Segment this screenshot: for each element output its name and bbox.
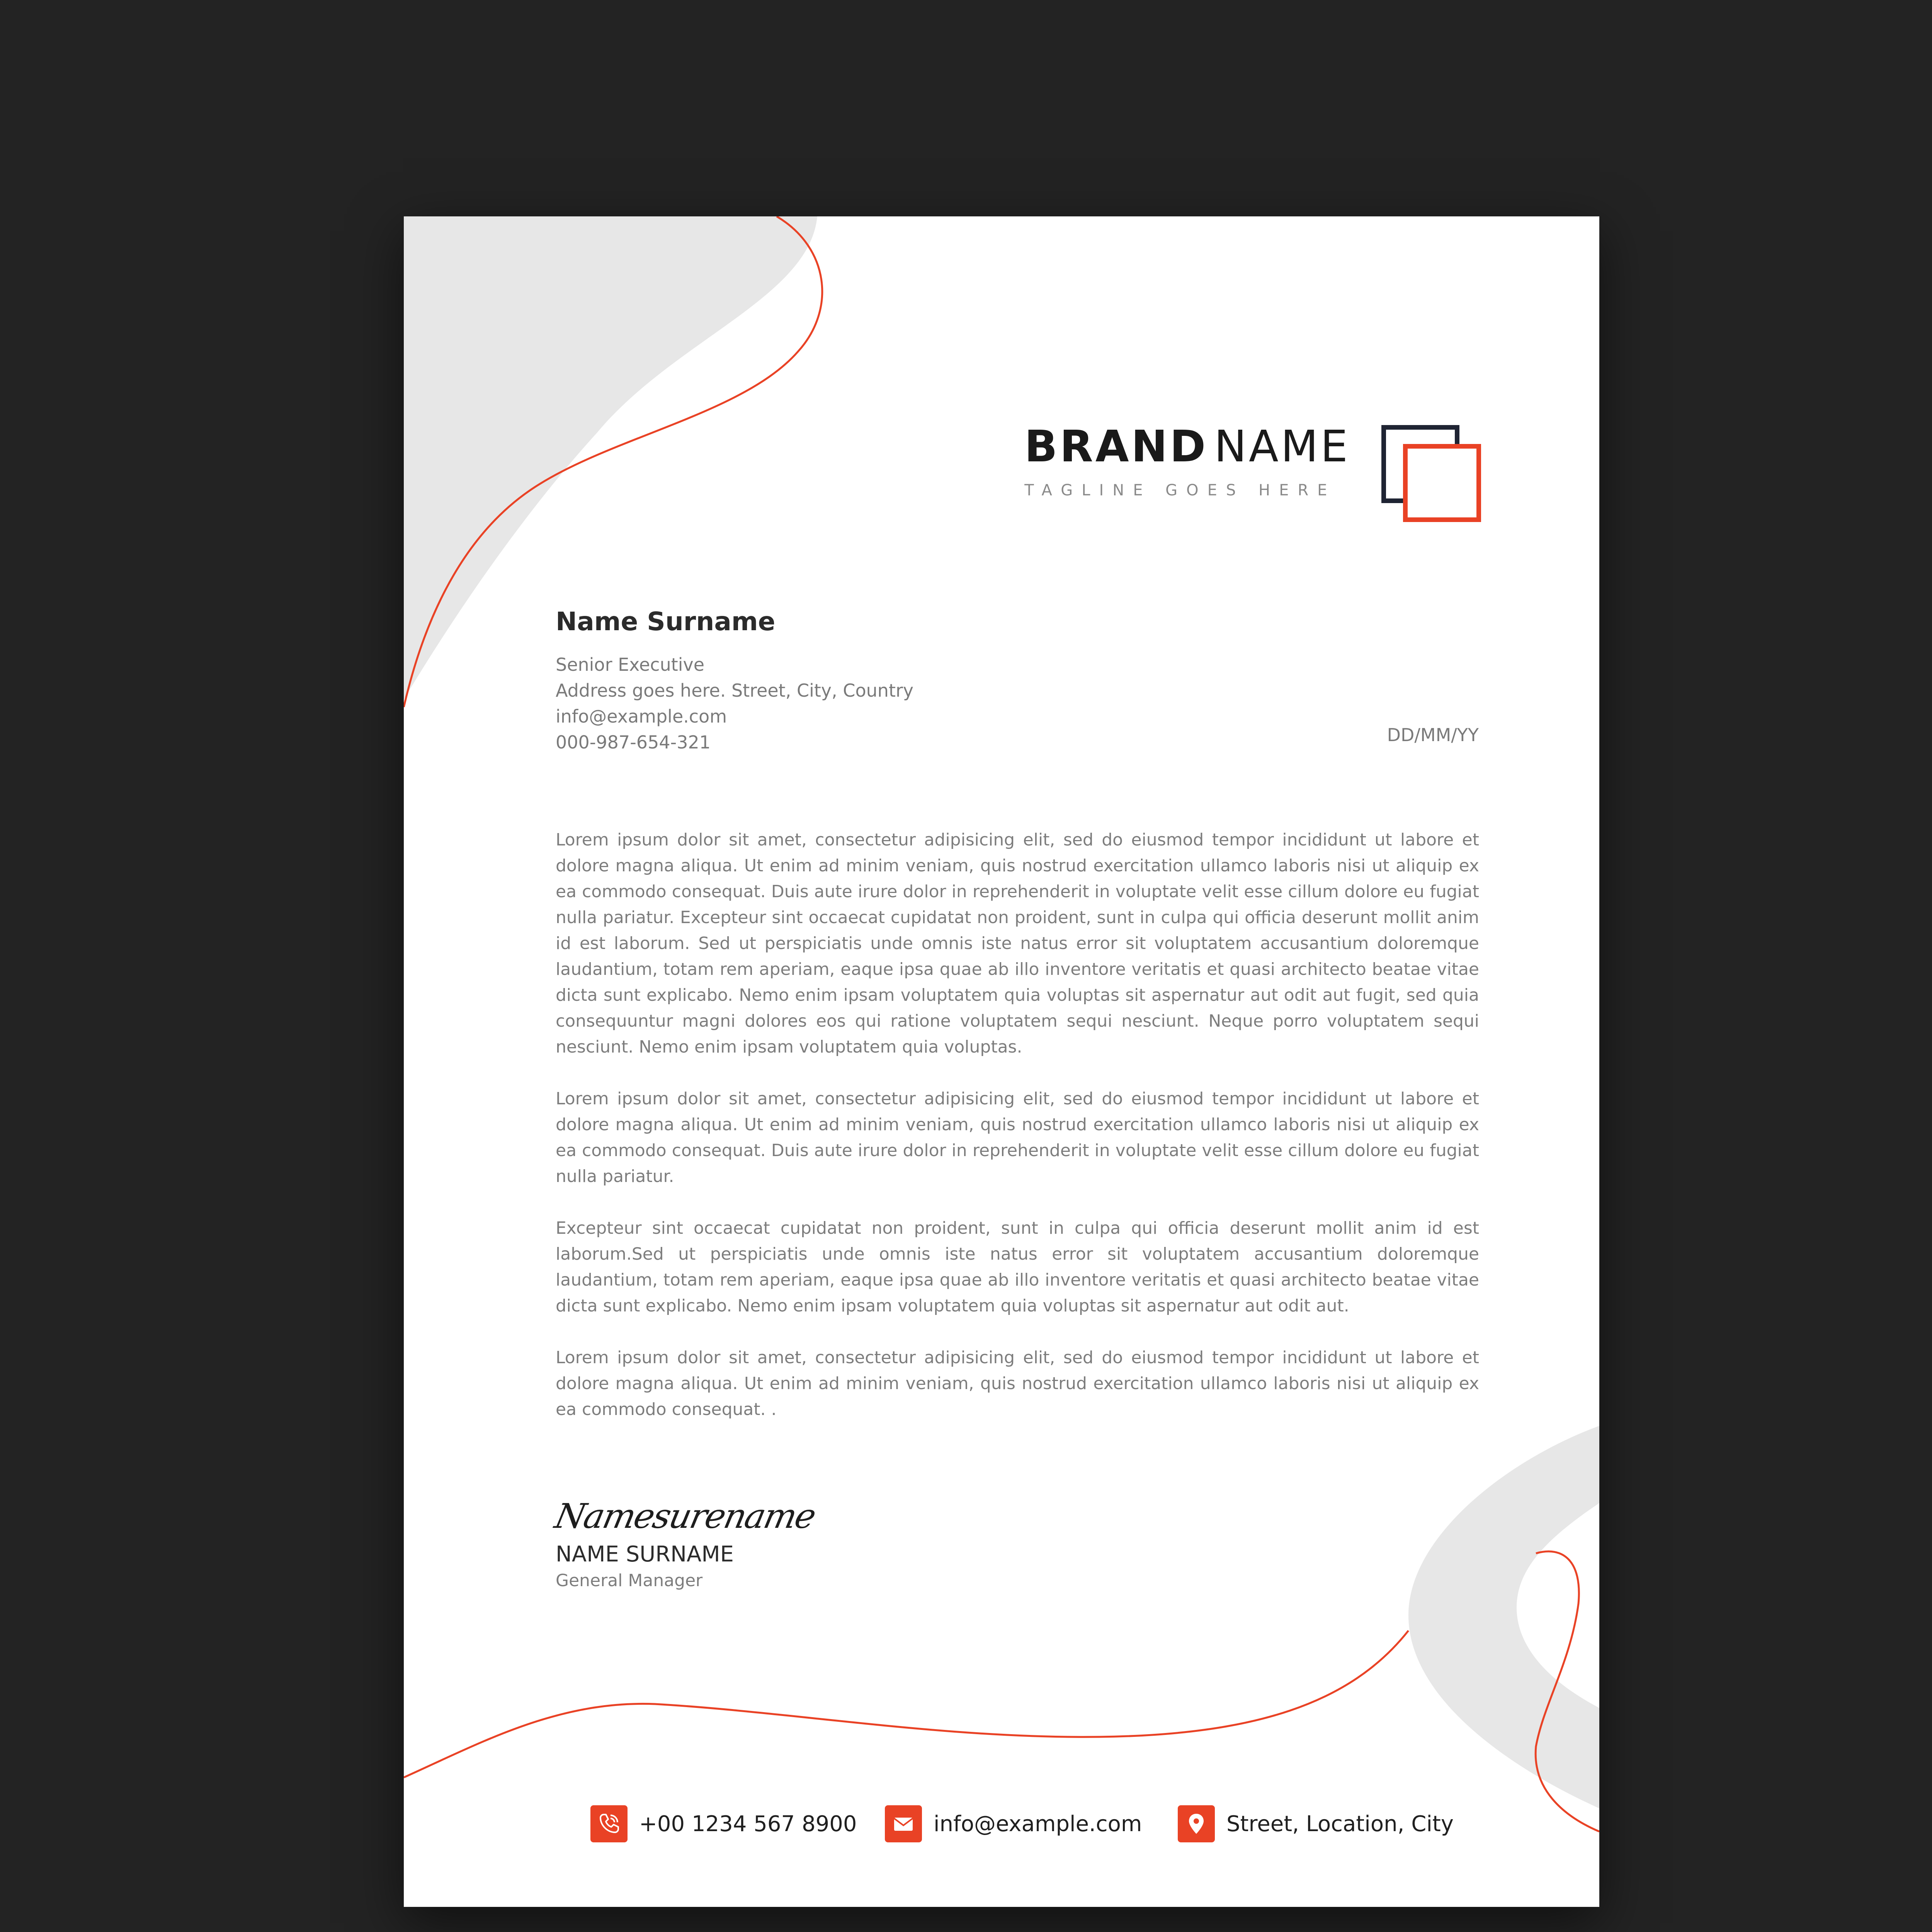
sender-name: Name Surname [556,607,776,636]
body-paragraph: Lorem ipsum dolor sit amet, consectetur adipisicing elit, sed do eiusmod tempor incididunt ut labore et dolore magna aliqua. Ut enim ad minim veniam, quis nostrud exercitation ullamco laboris nisi ut aliquip ex ea commodo consequat. Duis aute irure dolor in reprehenderit in voluptate velit esse cillum dolore eu fugiat nulla pariatur. Excepteur sint occaecat cupidatat non proident, sunt in culpa qui officia deserunt mollit anim id est laborum. Sed ut perspiciatis unde omnis iste natus error sit voluptatem accusantium doloremque laudantium, totam rem aperiam, eaque ipsa quae ab illo inventore veritatis et quasi architecto beatae vitae dicta sunt explicabo. Nemo enim ipsam voluptatem quia voluptas sit aspernatur aut odit aut fugit, sed quia consequuntur magni dolores eos qui ratione voluptatem sequi nesciunt. Neque porro voluptatem sequi nesciunt. Nemo enim ipsam voluptatem quia voluptas. [556,830,1479,1057]
contact-location [1178,1804,1454,1843]
brand-name-light: NAME [1214,422,1350,472]
sender-block [556,607,1135,755]
signatory-name: NAME SURNAME [556,1542,734,1567]
signature-block [551,1496,826,1590]
brand-name [1024,422,1350,472]
letter-date: DD/MM/YY [1387,724,1479,745]
bottom-wave-red-line [404,1631,1408,1777]
mail-icon [885,1805,922,1842]
contact-email [885,1804,1142,1843]
brand-tagline: TAGLINE GOES HERE [1024,481,1336,499]
sender-phone: 000-987-654-321 [556,732,711,753]
letterhead-page [404,216,1599,1907]
bottom-right-gray-shape [1408,1426,1599,1808]
handwritten-signature: Namesurename [551,1496,819,1536]
brand-name-bold: BRAND [1024,422,1208,472]
signatory-title: General Manager [556,1571,703,1590]
footer-contact [404,1804,1599,1843]
phone-icon [590,1805,628,1842]
body-paragraph: Excepteur sint occaecat cupidatat non proident, sunt in culpa qui officia deserunt mollit anim id est laborum.Sed ut perspiciatis unde omnis iste natus error sit voluptatem accusantium doloremque laudantium, totam rem aperiam, eaque ipsa quae ab illo inventore veritatis et quasi architecto beatae vitae dicta sunt explicabo. Nemo enim ipsam voluptatem quia voluptas sit aspernatur aut odit aut. [556,1218,1479,1316]
contact-phone [590,1804,857,1843]
letter-body [556,827,1479,1448]
overlapping-squares-icon [1381,425,1482,526]
body-paragraph: Lorem ipsum dolor sit amet, consectetur adipisicing elit, sed do eiusmod tempor incididunt ut labore et dolore magna aliqua. Ut enim ad minim veniam, quis nostrud exercitation ullamco laboris nisi ut aliquip ex ea commodo consequat. Duis aute irure dolor in reprehenderit in voluptate velit esse cillum dolore eu fugiat nulla pariatur. [556,1089,1479,1186]
sender-title: Senior Executive [556,654,705,675]
brand-block [1024,422,1350,499]
sender-email: info@example.com [556,706,727,727]
location-pin-icon [1178,1805,1215,1842]
body-paragraph: Lorem ipsum dolor sit amet, consectetur adipisicing elit, sed do eiusmod tempor incididunt ut labore et dolore magna aliqua. Ut enim ad minim veniam, quis nostrud exercitation ullamco laboris nisi ut aliquip ex ea commodo consequat. . [556,1348,1479,1419]
sender-address: Address goes here. Street, City, Country [556,680,914,701]
contact-email-text: info@example.com [934,1811,1142,1837]
contact-location-text: Street, Location, City [1226,1811,1454,1837]
contact-phone-text: +00 1234 567 8900 [639,1811,857,1837]
